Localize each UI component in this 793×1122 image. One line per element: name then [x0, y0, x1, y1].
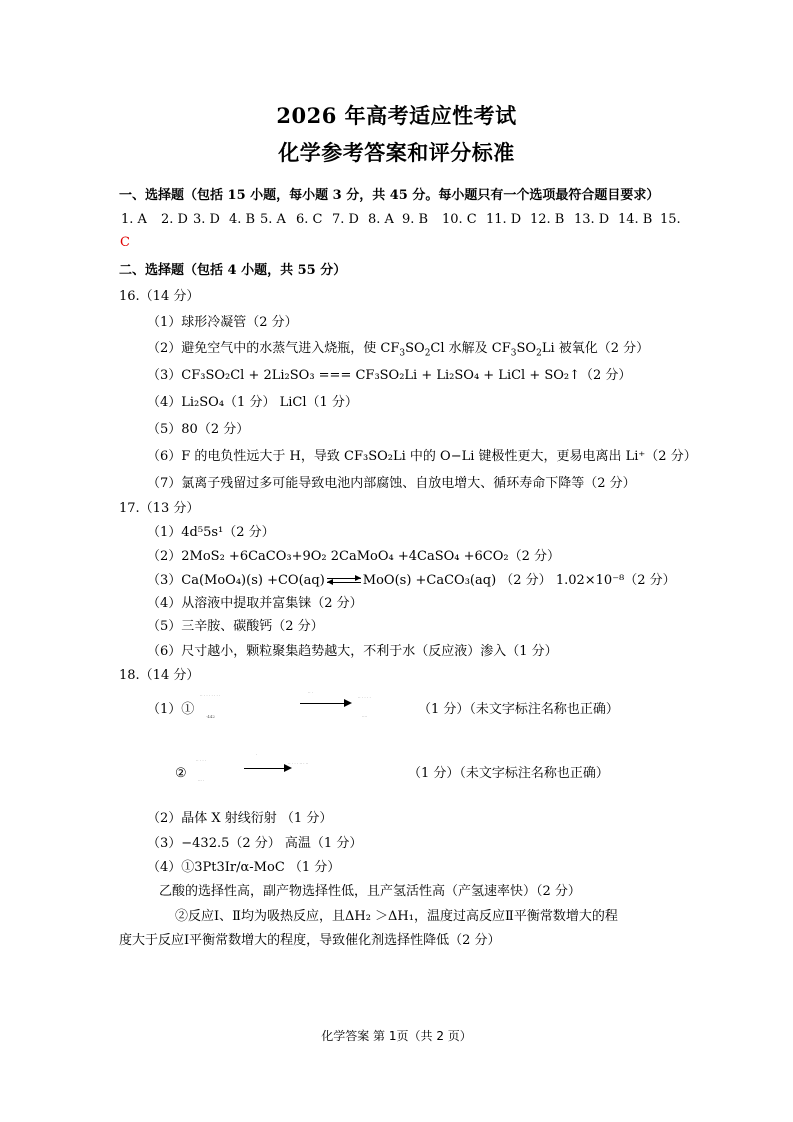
- q18-heading: 18.（14 分）: [119, 668, 200, 683]
- equilibrium-arrow-icon: [327, 576, 361, 586]
- q16-answer-3: （3）CF₃SO₂Cl + 2Li₂SO₃ === CF₃SO₂Li + Li₂SO₄ + LiCl + SO₂↑（2 分）: [147, 368, 632, 383]
- q17-answer-1: （1）4d⁵5s¹（2 分）: [147, 525, 275, 540]
- q16-answer-2-part: Li 被氧化（2 分）: [541, 341, 650, 356]
- q18-answer-4: （4）①3Pt3Ir/α-MoC （1 分）: [147, 860, 341, 875]
- exam-subtitle: 化学参考答案和评分标准: [278, 140, 515, 165]
- mc-answer: 1. A: [121, 212, 147, 227]
- page-number: 1: [388, 1029, 397, 1043]
- q16-answer-4: （4）Li₂SO₄（1 分） LiCl（1 分）: [147, 395, 358, 410]
- mc-answer: 3. D: [193, 212, 220, 227]
- section2-heading: 二、选择题（包括 4 小题，共 55 分）: [119, 263, 347, 278]
- q17-answer-3-left: （3）Ca(MoO₄)(s) +CO(aq): [147, 573, 325, 588]
- total-pages: 2: [436, 1029, 444, 1043]
- q16-answer-7: （7）氯离子残留过多可能导致电池内部腐蚀、自放电增大、循环寿命下降等（2 分）: [147, 476, 636, 491]
- reaction-scheme-2-image: ·· · · · ··· · · ·· · · · ·· · ··: [196, 752, 309, 783]
- mc-answer: 4. B: [229, 212, 256, 227]
- mc-answer: 14. B: [618, 212, 653, 227]
- mc-answer: 5. A: [260, 212, 286, 227]
- page-footer: [0, 1027, 793, 1044]
- q16-answer-5: （5）80（2 分）: [147, 422, 250, 437]
- q18-answer-1-number: （1）①: [147, 702, 195, 717]
- q18-answer-4-reason: 乙酸的选择性高，副产物选择性低，且产氢活性高（产氢速率快）（2 分）: [159, 884, 581, 899]
- q16-answer-2: （2）避免空气中的水蒸气进入烧瓶，使 $CF_3SO_2Cl$ 水解及 $CF_3SO_2Li$ 被氧化（2 分）: [147, 341, 650, 359]
- q16-answer-2-part: Cl 水解及 CF: [430, 341, 511, 356]
- q18-answer-1b-note: （1 分）（未文字标注名称也正确）: [408, 766, 609, 781]
- section1-heading: 一、选择题（包括 15 小题，每小题 3 分，共 45 分。每小题只有一个选项最符合题目要求）: [119, 188, 660, 203]
- q16-answer-1: （1）球形冷凝管（2 分）: [147, 315, 298, 330]
- mc-answers: [121, 211, 684, 229]
- q17-heading: 17.（13 分）: [119, 501, 200, 516]
- q18-answer-1b-number: ②: [175, 766, 187, 781]
- mc-answer: 2. D: [161, 212, 188, 227]
- mc-answer: 8. A: [368, 212, 394, 227]
- exam-title: 2026 年高考适应性考试: [276, 103, 517, 128]
- q18-answer-4-part2-cont: 度大于反应Ⅰ平衡常数增大的程度，导致催化剂选择性降低（2 分）: [119, 933, 501, 948]
- mc-answer: 6. C: [296, 212, 323, 227]
- footer-text: 页）: [443, 1029, 472, 1043]
- q18-answer-4-part2: ②反应Ⅰ、Ⅱ均为吸热反应，且ΔH₂ ＞ΔH₁，温度过高反应Ⅱ平衡常数增大的程: [175, 909, 618, 924]
- mc-answer: 11. D: [486, 212, 522, 227]
- q18-answer-2: （2）晶体 X 射线衍射 （1 分）: [147, 811, 333, 826]
- q17-answer-2: （2）2MoS₂ +6CaCO₃+9O₂ 2CaMoO₄ +4CaSO₄ +6CO₂（2 分）: [147, 549, 561, 564]
- mc-answer: 9. B: [402, 212, 429, 227]
- mc-answer-15: C: [120, 235, 130, 250]
- footer-text: 化学答案 第: [321, 1029, 389, 1043]
- q18-answer-1-note: （1 分）（未文字标注名称也正确）: [418, 702, 619, 717]
- q17-answer-5: （5）三辛胺、碳酸钙（2 分）: [147, 619, 324, 634]
- q17-answer-3: [147, 572, 676, 590]
- q17-answer-4: （4）从溶液中提取并富集铼（2 分）: [147, 596, 363, 611]
- footer-text: 页（共: [396, 1029, 437, 1043]
- mc-answer: 15.: [660, 212, 681, 227]
- mc-answer: 13. D: [574, 212, 610, 227]
- q17-answer-6: （6）尺寸越小，颗粒聚集趋势越大，不利于水（反应液）渗入（1 分）: [147, 644, 558, 659]
- q16-answer-2-part: SO: [516, 341, 537, 356]
- q18-answer-3: （3）−432.5（2 分） 高温（1 分）: [147, 836, 363, 851]
- q16-heading: 16.（14 分）: [119, 289, 200, 304]
- q16-answer-2-part: （2）避免空气中的水蒸气进入烧瓶，使 CF: [147, 341, 400, 356]
- reaction-scheme-1-image: ·· · · · · · · · ·442 ·· · ·· · · · · ····: [200, 690, 371, 719]
- mc-answer: 10. C: [442, 212, 477, 227]
- mc-answer: 7. D: [332, 212, 359, 227]
- q16-answer-6: （6）F 的电负性远大于 H，导致 CF₃SO₂Li 中的 O−Li 键极性更大，更易电离出 Li⁺（2 分）: [147, 449, 697, 464]
- mc-answer: 12. B: [530, 212, 565, 227]
- q17-answer-3-right: MoO(s) +CaCO₃(aq) （2 分） 1.02×10⁻⁸（2 分）: [362, 573, 676, 588]
- q16-answer-2-part: SO: [405, 341, 425, 356]
